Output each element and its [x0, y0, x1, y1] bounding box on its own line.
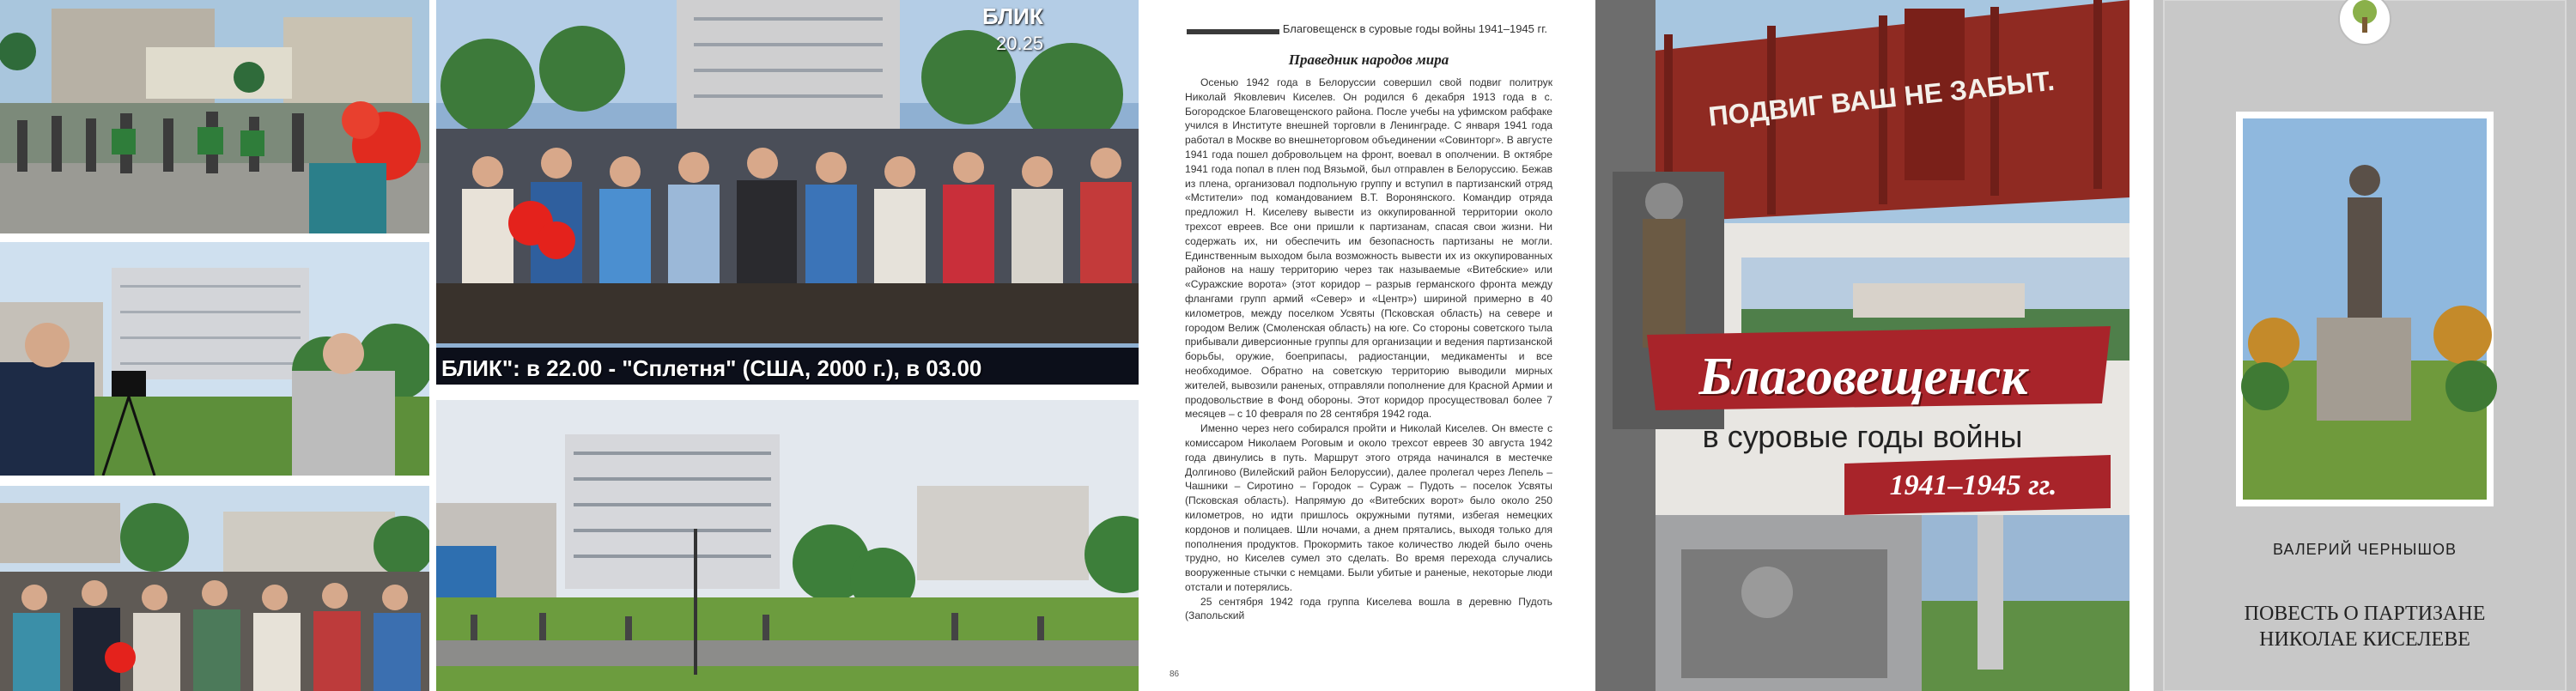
document-page: [1156, 0, 1582, 691]
book-subtitle: в суровые годы войны: [1702, 419, 2023, 454]
section-title: Праведник народов мира: [1288, 52, 1449, 68]
photo-park-buildings: [436, 400, 1139, 691]
book-cover-blagoveshchensk: [1595, 0, 2129, 691]
tv-ticker: БЛИК": в 22.00 - "Сплетня" (США, 2000 г.), в 03.00: [441, 355, 982, 381]
wall-slogan: ПОДВИГ ВАШ НЕ ЗАБЫТ.: [1707, 64, 2057, 132]
book-title: [2154, 601, 2576, 652]
photo-interview: [0, 242, 429, 476]
book-cover-partisan: [2154, 0, 2576, 691]
book-title: Благовещенск: [1698, 348, 2028, 406]
paragraph: 25 сентября 1942 года группа Киселева вошла в деревню Пудоть (Запольский: [1185, 595, 1552, 622]
emblem-icon: [2339, 0, 2391, 45]
photo-tv-crowd: [436, 0, 1139, 385]
book-title-line: ПОВЕСТЬ О ПАРТИЗАНЕ: [2244, 603, 2486, 625]
book-author: ВАЛЕРИЙ ЧЕРНЫШОВ: [2273, 541, 2457, 558]
photo-festival-parade: [0, 0, 429, 233]
paragraph: Осенью 1942 года в Белоруссии совершил свой подвиг политрук Николай Яковлевич Киселев. Он родился 6 декабря 1913 года в с. Богородское Благовещенского района. После учебы на уфимском рабфаке учился в Институте внешней торговли в Ленинграде. С января 1941 года работал в Москве во внешнеторговом объединении «Совинторг». В августе 1941 года пошел добровольцем на фронт, воевал в ополчении. В октябре 1941 года попал в плен под Вязьмой, был отправлен в Белоруссию. Бежав из плена, организовал подпольную группу и вступил в партизанский отряд «Мстители» под командованием В.Т. Воронянского. Командир отряда предложил Н. Киселеву вывести из оккупированной территории около трехсот евреев. Все они пришли к партизанам, спасая свои жизни. Ни содержать их, ни обеспечить им безопасность партизаны не могли. Единственным выходом была возможность вывести их из оккупированных районов на нашу территорию через так называемые «Витебские» или «Суражские ворота» (этот коридор – разрыв германского фронта между флангами групп армий «Север» и «Центр») шириной примерно в 40 километров, между поселком Усвяты (Псковская область) на севере и городом Велиж (Смоленская область) на юге. Со стороны советского тыла прибывали диверсионные группы для организации и ведения партизанской борьбы, оружие, боеприпасы, радиостанции, медикаменты и все необходимое. Обратно на советскую территорию выводили мирных жителей, вывозили раненых, отправляли пополнение для Красной Армии и продовольствие в Фонд обороны. Этот коридор просуществовал более 7 месяцев – с 10 февраля по 28 сентября 1942 года.: [1185, 76, 1552, 421]
page-number: 86: [1170, 670, 1180, 679]
book-years: 1941–1945 гг.: [1889, 470, 2057, 501]
photo-seated-crowd: [0, 486, 429, 691]
tv-channel-logo: БЛИК: [982, 3, 1043, 29]
document-body: [1185, 76, 1552, 623]
book-title-line: НИКОЛАЕ КИСЕЛЕВЕ: [2259, 628, 2470, 651]
running-header-text: Благовещенск в суровые годы войны 1941–1945 гг.: [1279, 22, 1551, 35]
running-header: [1187, 22, 1551, 41]
tv-clock: 20.25: [996, 33, 1044, 54]
paragraph: Именно через него собирался пройти и Николай Киселев. Он вместе с комиссаром Николаем Роговым и около трехсот евреев 30 августа 1942 года двинулись в путь. Маршрут этого отряда начинался в местечке Долгиново (Вилейский район Белоруссии), далее пролегал через Лепель – Чашники – Сиротино – Городок – Сураж – Пудоть – поселок Усвяты (Псковская область). Напрямую до «Витебских ворот» было около 250 километров, но идти пришлось окружными путями, избегая немецких кордонов и полицаев. Шли ночами, а днем прятались, выходя только для пополнения продуктов. Прокормить такое количество людей было очень трудно, но Киселев сумел это сделать. Во время перехода случались вооруженные стычки с немцами. Были убитые и раненые, некоторые люди отстали и потерялись.: [1185, 422, 1552, 593]
